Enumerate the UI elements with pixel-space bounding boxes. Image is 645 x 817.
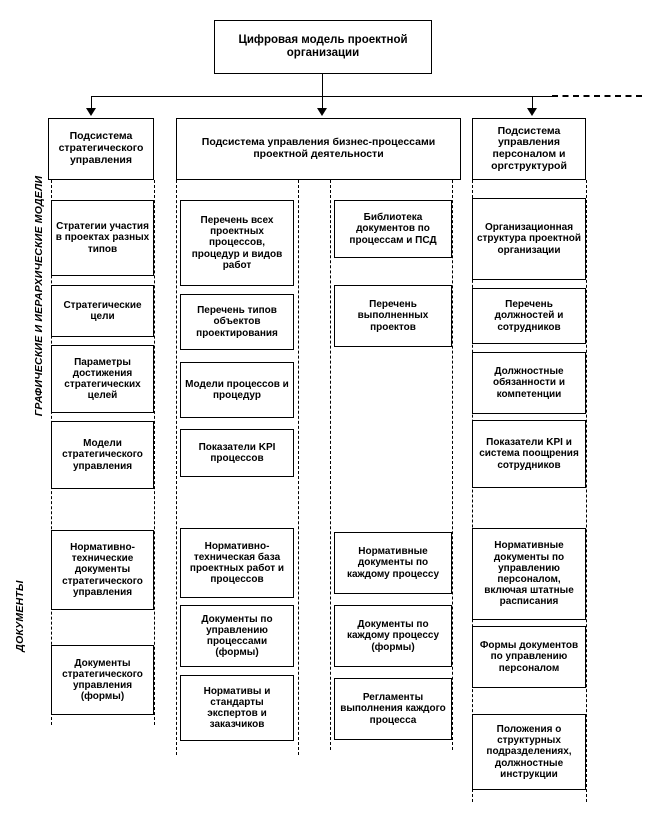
spine-column-3 bbox=[330, 180, 331, 750]
arrow-subsystem-3-icon bbox=[527, 108, 537, 116]
node-col3-3: Документы по каждому процессу (формы) bbox=[334, 605, 452, 667]
node-col4-0: Организационная структура проектной организации bbox=[472, 198, 586, 280]
node-col1-1: Стратегические цели bbox=[51, 285, 154, 337]
root-connector-vertical bbox=[322, 74, 323, 96]
node-col2-2: Модели процессов и процедур bbox=[180, 362, 294, 418]
node-col1-0: Стратегии участия в проектах разных типов bbox=[51, 200, 154, 276]
node-col4-3: Показатели KPI и система поощрения сотрудников bbox=[472, 420, 586, 488]
node-col3-4: Регламенты выполнения каждого процесса bbox=[334, 678, 452, 740]
node-col2-4: Нормативно-техническая база проектных работ и процессов bbox=[180, 528, 294, 598]
spine-column-4-right bbox=[586, 180, 587, 802]
node-col2-6: Нормативы и стандарты экспертов и заказчиков bbox=[180, 675, 294, 741]
arrow-subsystem-1-icon bbox=[86, 108, 96, 116]
node-col4-2: Должностные обязанности и компетенции bbox=[472, 352, 586, 414]
node-col4-6: Положения о структурных подразделениях, должностные инструкции bbox=[472, 714, 586, 790]
node-col2-5: Документы по управлению процессами (формы) bbox=[180, 605, 294, 667]
node-col3-0: Библиотека документов по процессам и ПСД bbox=[334, 200, 452, 258]
node-col3-2: Нормативные документы по каждому процессу bbox=[334, 532, 452, 594]
node-col1-4: Нормативно-технические документы стратегического управления bbox=[51, 530, 154, 610]
node-col4-5: Формы документов по управлению персоналом bbox=[472, 626, 586, 688]
subsystem-3: Подсистема управления персоналом и оргструктурой bbox=[472, 118, 586, 180]
node-col2-1: Перечень типов объектов проектирования bbox=[180, 294, 294, 350]
root-node: Цифровая модель проектной организации bbox=[214, 20, 432, 74]
spine-column-1-right bbox=[154, 180, 155, 725]
node-col3-1: Перечень выполненных проектов bbox=[334, 285, 452, 347]
side-label-documents: ДОКУМЕНТЫ bbox=[14, 580, 26, 652]
distribution-bus-dashed-extension bbox=[552, 95, 642, 97]
side-label-models: ГРАФИЧЕСКИЕ И ИЕРАРХИЧЕСКИЕ МОДЕЛИ bbox=[33, 175, 45, 417]
node-col2-3: Показатели KPI процессов bbox=[180, 429, 294, 477]
subsystem-1: Подсистема стратегического управления bbox=[48, 118, 154, 180]
spine-column-2 bbox=[176, 180, 177, 755]
node-col1-3: Модели стратегического управления bbox=[51, 421, 154, 489]
arrow-subsystem-2-icon bbox=[317, 108, 327, 116]
node-col1-5: Документы стратегического управления (формы) bbox=[51, 645, 154, 715]
node-col1-2: Параметры достижения стратегических целей bbox=[51, 345, 154, 413]
spine-column-2-right bbox=[298, 180, 299, 755]
subsystem-2: Подсистема управления бизнес-процессами проектной деятельности bbox=[176, 118, 461, 180]
node-col4-4: Нормативные документы по управлению персоналом, включая штатные расписания bbox=[472, 528, 586, 620]
node-col4-1: Перечень должностей и сотрудников bbox=[472, 288, 586, 344]
spine-column-3-right bbox=[452, 180, 453, 750]
node-col2-0: Перечень всех проектных процессов, процедур и видов работ bbox=[180, 200, 294, 286]
